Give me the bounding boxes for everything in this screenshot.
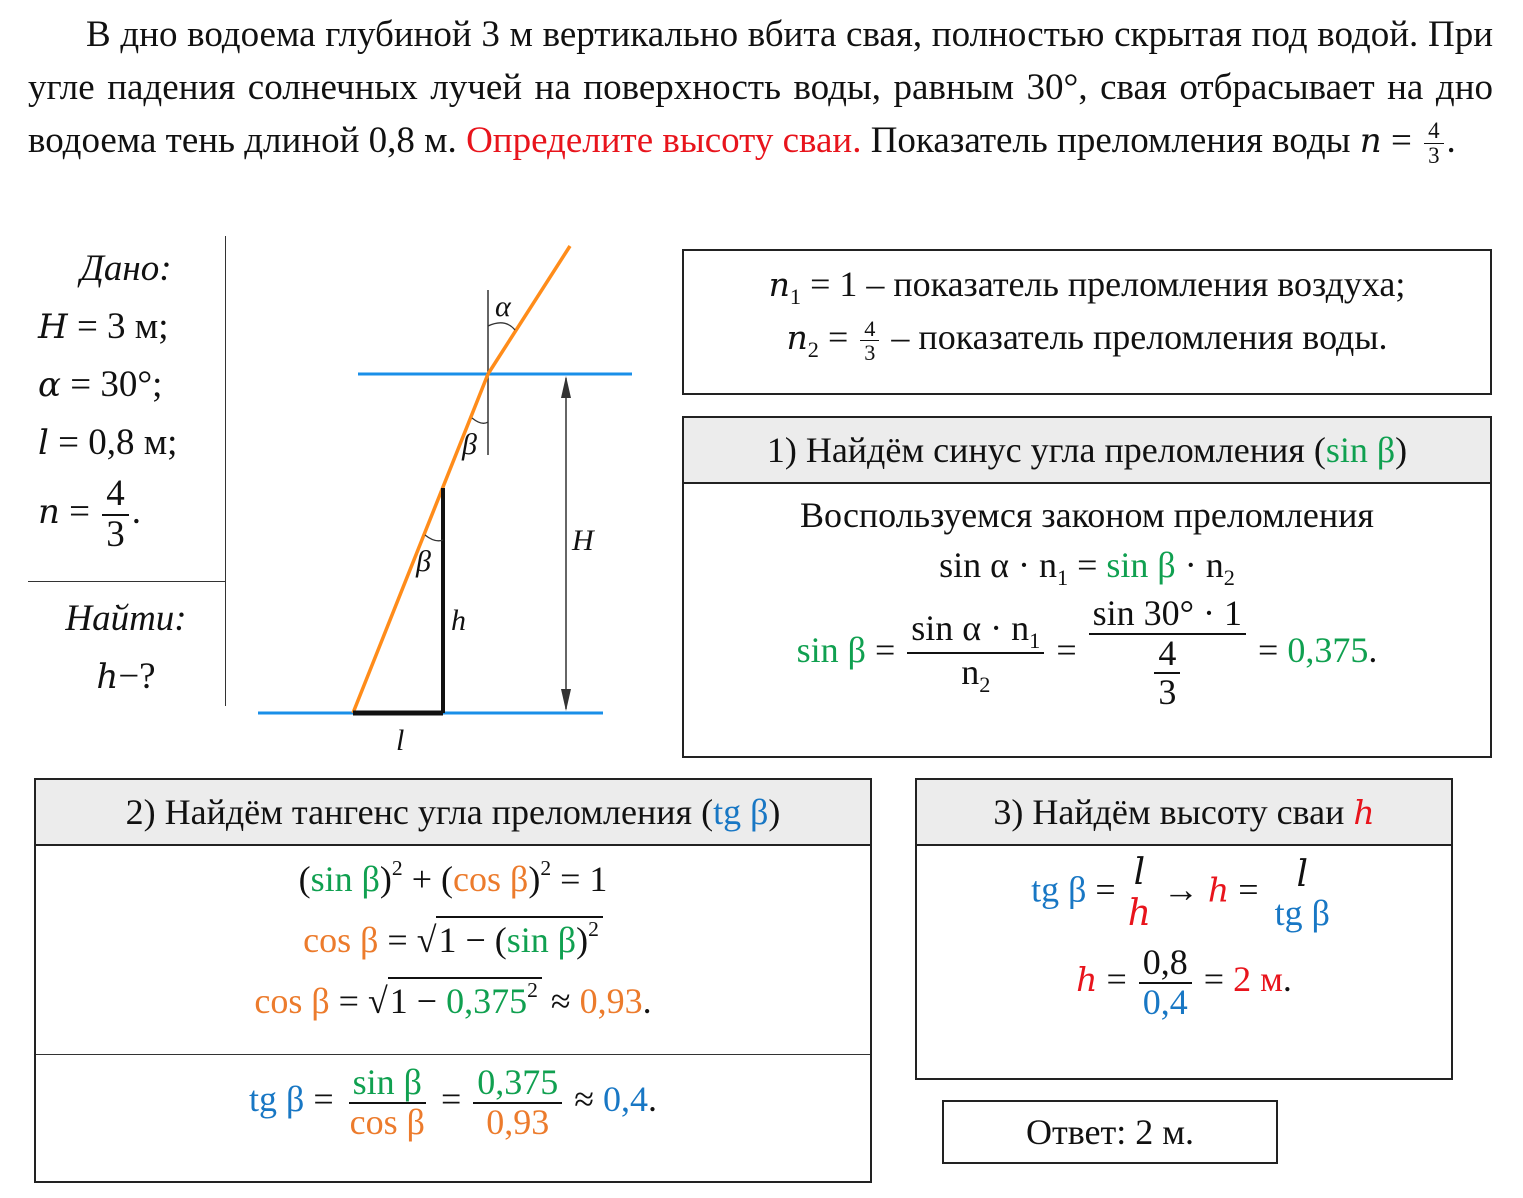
tg-result: 0,4 — [603, 1079, 649, 1120]
refraction-law — [684, 544, 1490, 591]
step1-box — [682, 416, 1492, 758]
id-sq-1: 2 — [391, 856, 403, 880]
law-left: sin α · n — [939, 545, 1057, 585]
answer-box — [942, 1100, 1278, 1164]
s3-eq-4: = — [1203, 959, 1234, 1000]
n2-fraction — [860, 317, 879, 365]
given-val: = 3 м; — [67, 306, 169, 347]
step1-intro: Воспользуемся законом преломления — [800, 495, 1374, 535]
alpha-label: α — [495, 290, 511, 323]
refracted-ray — [353, 374, 488, 713]
height-arrow-bottom — [561, 689, 571, 711]
beta-arc-top — [472, 418, 488, 423]
step1-head-text: 1) Найдём синус угла преломления ( — [766, 430, 1326, 470]
given-val: = 30°; — [60, 364, 163, 405]
n-num: 4 — [1424, 119, 1443, 144]
problem-question: Определите высоту сваи. — [466, 120, 862, 161]
step1-calc — [684, 592, 1490, 713]
given-var: H — [38, 307, 68, 347]
cos-lhs: cos β — [303, 920, 379, 961]
height-arrow-top — [561, 376, 571, 398]
tg-end: . — [648, 1079, 658, 1120]
s3-res-lhs: h — [1076, 960, 1098, 1000]
given-n-den: 3 — [106, 513, 125, 555]
step3-box — [915, 778, 1453, 1080]
beta-label-bottom: β — [416, 545, 431, 578]
cos2-result: 0,93 — [579, 981, 643, 1022]
indices-line-1-text: = 1 – показатель преломления воздуха; — [801, 264, 1406, 304]
sqrt-sign: √ — [416, 920, 437, 961]
n2-sub: 2 — [807, 336, 819, 362]
s3-tg-lhs: tg β — [1031, 869, 1087, 910]
calc-fraction-1 — [907, 610, 1044, 696]
n-fraction — [1424, 119, 1443, 168]
calc-lhs: sin β — [796, 629, 866, 670]
step2-head-text: 2) Найдём тангенс угла преломления ( — [125, 792, 714, 832]
id-close-2: ) — [528, 859, 541, 900]
cos-eq: = — [378, 920, 417, 961]
s3-fraction-2 — [1271, 854, 1334, 933]
tg-eq-1: = — [304, 1079, 343, 1120]
calc-eq-2: = — [1056, 629, 1086, 670]
tg-f2-num: 0,375 — [473, 1064, 562, 1104]
cos2-radicand — [388, 977, 542, 1021]
cos2-rad-val: 0,375 — [446, 981, 528, 1022]
given-var: n — [38, 492, 60, 532]
id-plus: + ( — [402, 859, 453, 900]
n-den: 3 — [1428, 143, 1440, 169]
law-right: sin β — [1106, 545, 1176, 585]
step3-formula — [917, 852, 1451, 934]
f2-num: sin 30° · 1 — [1089, 595, 1246, 635]
s3-f2-num: l — [1296, 853, 1308, 895]
given-title: Дано: — [80, 248, 172, 289]
H-label: H — [572, 524, 594, 557]
id-open: ( — [298, 859, 311, 900]
step2-divider — [36, 1054, 870, 1055]
s3-f1-den: h — [1127, 893, 1151, 934]
n1-sub: 1 — [789, 283, 802, 309]
n-var: n — [1359, 121, 1382, 161]
f1-num: sin α · n — [911, 608, 1030, 649]
tg-lhs: tg β — [248, 1079, 305, 1120]
given-var: α — [38, 365, 61, 405]
find-title: Найти: — [65, 598, 187, 639]
answer-label: Ответ: — [1025, 1112, 1127, 1152]
cos-radicand — [436, 916, 602, 960]
tg-fraction-2 — [473, 1064, 562, 1142]
id-sin: sin β — [310, 859, 380, 900]
indices-line-2 — [684, 316, 1490, 365]
id-cos: cos β — [453, 859, 529, 900]
id-close-1: ) — [379, 859, 392, 900]
law-left-sub: 1 — [1056, 564, 1069, 590]
tg-f1-den: cos β — [349, 1101, 425, 1142]
s3-h-lhs: h — [1207, 870, 1230, 910]
cos-rad-sq: 2 — [588, 917, 599, 942]
problem-text: В дно водоема глубиной 3 м вертикально вбита свая, полностью скрытая под водой. При угле падения солнечных лучей на поверхность воды, равным 30°, свая отбрасывает на дно водоема тень длиной 0,8 м. — [28, 14, 1493, 161]
law-right-tail: · n — [1175, 545, 1224, 585]
n1-var: n — [768, 265, 790, 304]
trig-identity — [36, 856, 870, 900]
cos2-rad-sq: 2 — [527, 978, 538, 1003]
tg-eq-2: = — [440, 1079, 471, 1120]
find-rest: −? — [118, 656, 156, 697]
id-rest: = 1 — [551, 859, 608, 900]
find-var: h — [96, 657, 119, 697]
s3-eq-1: = — [1086, 869, 1125, 910]
cos2-lhs: cos β — [254, 981, 330, 1022]
cos2-eq: = — [329, 981, 368, 1022]
refraction-diagram — [0, 0, 680, 780]
s3-result: 2 м — [1233, 959, 1283, 1000]
cos-formula — [36, 916, 870, 961]
s3-f1-num: l — [1133, 852, 1146, 893]
step3-header — [917, 780, 1451, 846]
step1-head-sin: sin β — [1325, 430, 1396, 470]
step2-head-tg: tg β — [713, 792, 769, 832]
f1-den: n — [961, 652, 980, 693]
calc-fraction-2 — [1089, 592, 1246, 713]
s3-f3-den: 0,4 — [1142, 981, 1188, 1022]
indices-line-1 — [684, 263, 1490, 310]
given-n-end: . — [131, 491, 142, 532]
cos-value — [36, 977, 870, 1022]
step2-header — [36, 780, 870, 846]
f1-num-sub: 1 — [1029, 628, 1041, 654]
calc-eq-3: = — [1258, 629, 1288, 670]
cos-rad-sin: sin β — [506, 920, 577, 961]
tg-approx: ≈ — [574, 1079, 604, 1120]
s3-eq-3: = — [1097, 959, 1136, 1000]
tg-fraction-1 — [346, 1064, 429, 1142]
f2-den-num: 4 — [1154, 635, 1180, 675]
n2-den: 3 — [864, 340, 876, 366]
eq-sign: = — [1390, 120, 1412, 161]
l-label: l — [396, 724, 405, 757]
step3-result — [917, 944, 1451, 1022]
id-sq-2: 2 — [540, 856, 552, 880]
indices-line-2-text: – показатель преломления воды. — [882, 316, 1388, 357]
step3-head-h: h — [1353, 793, 1375, 832]
f2-den-fraction — [1154, 632, 1180, 713]
problem-end: . — [1446, 120, 1456, 161]
step2-box — [34, 778, 872, 1183]
tg-formula — [36, 1064, 870, 1142]
indices-box — [682, 249, 1492, 395]
sqrt-sign-2: √ — [367, 981, 388, 1022]
s3-fraction-3 — [1139, 944, 1192, 1022]
tg-f2-den: 0,93 — [486, 1101, 550, 1142]
given-val: = 0,8 м; — [48, 422, 178, 463]
cos2-end: . — [642, 981, 652, 1022]
calc-end: . — [1368, 629, 1378, 670]
cos-rad-a: 1 − ( — [438, 920, 507, 961]
tg-f1-num: sin β — [349, 1064, 426, 1104]
s3-arrow: → — [1162, 869, 1208, 910]
given-n-num: 4 — [102, 475, 129, 516]
calc-result: 0,375 — [1287, 629, 1369, 670]
step1-header — [684, 418, 1490, 484]
beta-arc-bottom — [425, 535, 443, 541]
step1-head-end: ) — [1395, 430, 1408, 470]
problem-text-2: Показатель преломления воды — [870, 120, 1351, 161]
calc-eq-1: = — [865, 629, 905, 670]
given-var: l — [38, 423, 49, 463]
n2-var: n — [786, 317, 808, 357]
s3-fraction-1 — [1128, 852, 1151, 934]
beta-label-top: β — [462, 428, 477, 461]
cos-rad-b: ) — [576, 920, 589, 961]
f1-den-sub: 2 — [979, 672, 991, 698]
s3-end: . — [1282, 959, 1292, 1000]
cos2-rad-a: 1 − — [389, 981, 447, 1022]
h-label: h — [451, 604, 466, 637]
s3-f3-num: 0,8 — [1139, 944, 1192, 984]
law-right-sub: 2 — [1223, 564, 1235, 590]
cos2-approx: ≈ — [541, 981, 580, 1022]
answer-value: 2 м. — [1135, 1112, 1194, 1152]
step3-head-text: 3) Найдём высоту сваи — [993, 792, 1354, 832]
n2-num: 4 — [860, 317, 879, 341]
step2-head-end: ) — [768, 792, 781, 832]
n2-eq: = — [818, 316, 858, 357]
s3-eq-2: = — [1229, 869, 1268, 910]
f2-den-den: 3 — [1158, 672, 1177, 713]
s3-f2-den: tg β — [1274, 892, 1330, 933]
law-eq: = — [1068, 545, 1107, 585]
given-eq: = — [59, 491, 100, 532]
